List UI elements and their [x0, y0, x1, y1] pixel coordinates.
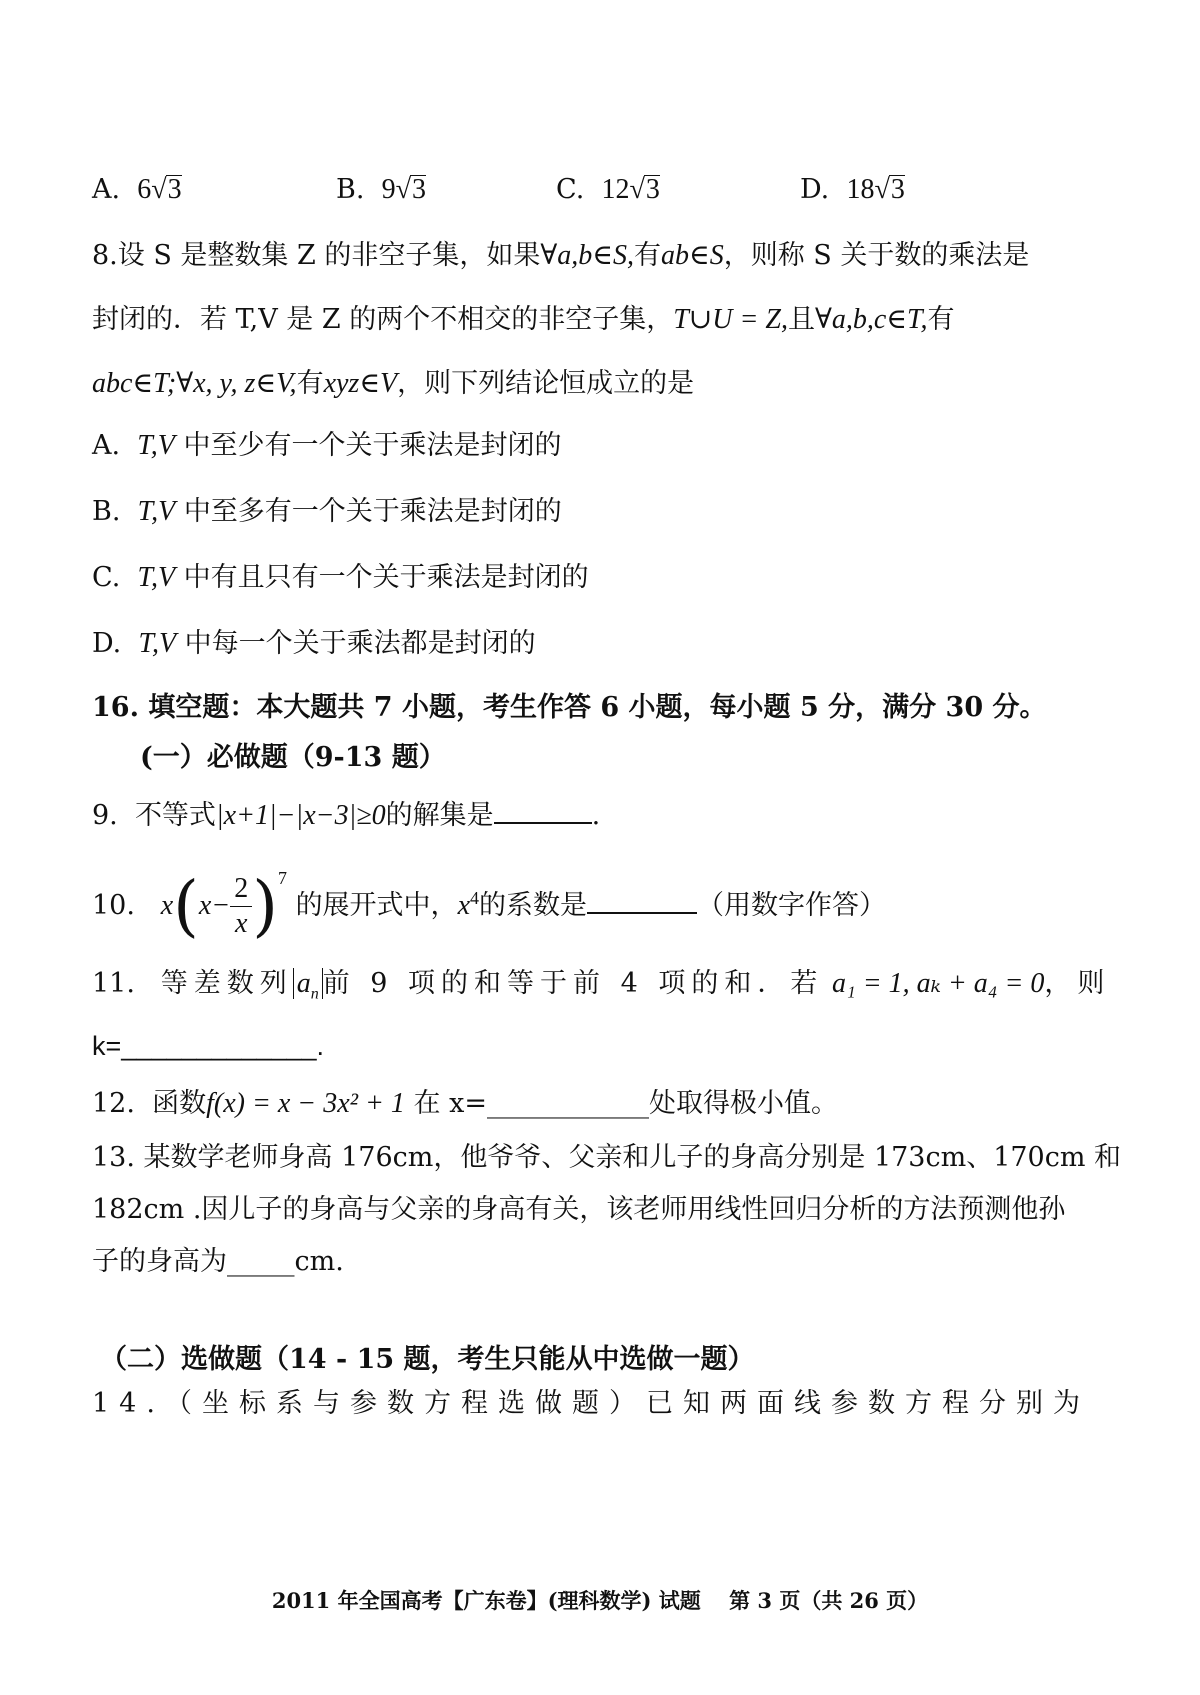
option-label: C.: [92, 562, 121, 593]
answer-blank[interactable]: _____________: [121, 1031, 317, 1061]
option-coef: 6: [137, 174, 152, 205]
option-label: C.: [556, 174, 585, 205]
option-label: D.: [800, 174, 830, 205]
option-sets: T,V: [138, 628, 177, 659]
q8-text: 有: [296, 368, 324, 399]
option-sets: T,V: [137, 430, 175, 461]
option-radicand: 3: [411, 174, 426, 205]
option-coef: 18: [846, 174, 875, 205]
q13-text: 子的身高为: [92, 1246, 227, 1277]
q12-function: f(x) = x − 3x² + 1: [206, 1088, 405, 1119]
q8-line-3: [92, 366, 694, 402]
q13-line-3: [92, 1244, 344, 1280]
q12-text: 处取得极小值。: [648, 1088, 838, 1119]
q8-math: ab∈S: [660, 240, 724, 271]
q11-line-2: [92, 1028, 324, 1064]
q12: [92, 1086, 838, 1122]
left-paren: (: [173, 867, 199, 945]
option-text: 中有且只有一个关于乘法是封闭的: [183, 562, 589, 593]
q13-line-1: 13. 某数学老师身高 176cm，他爷爷、父亲和儿子的身高分别是 173cm、170cm 和: [92, 1142, 1122, 1173]
fraction: [230, 872, 252, 941]
question-number: 12.: [92, 1088, 135, 1119]
option-sets: T,V: [137, 496, 176, 527]
question-number: 9.: [92, 800, 118, 831]
section-required-heading: (一）必做题（9-13 题）: [140, 742, 446, 773]
q11-line-1: [92, 966, 1110, 1013]
option-label: D.: [92, 628, 122, 659]
q8-math: ∀a,b∈S,: [540, 240, 634, 271]
q11-text: 等差数列: [160, 968, 293, 999]
q11-text: ，则: [1044, 968, 1111, 999]
option-coef: 12: [601, 174, 630, 205]
q8-text: 封闭的．若 T,V 是 Z 的两个不相交的非空子集，: [92, 304, 674, 335]
fraction-denominator: x: [235, 908, 248, 939]
question-number: 11.: [92, 968, 135, 999]
q10-factor: x: [160, 890, 174, 921]
sequence-subscript: n: [310, 985, 319, 1003]
option-label: B.: [336, 174, 365, 205]
q9-text: 的解集是: [385, 800, 494, 831]
q8-math: ∀a,b,c∈T,: [814, 304, 928, 335]
answer-blank[interactable]: [587, 886, 697, 914]
q11-period: .: [316, 1031, 325, 1061]
option-label: B.: [92, 496, 121, 527]
section-optional-heading: （二）选做题（14 - 15 题，考生只能从中选做一题）: [100, 1344, 755, 1375]
q8-math: abc∈T;∀x, y, z∈V,: [92, 368, 297, 399]
q9: [92, 796, 600, 834]
q8-text: 且: [787, 304, 815, 335]
q8-text: ，则称 S 关于数的乘法是: [723, 240, 1030, 271]
q10-text: （用数字作答）: [697, 890, 886, 921]
q9-text: 不等式: [134, 800, 216, 831]
q8-text: 有: [633, 240, 661, 271]
option-text: 中至多有一个关于乘法是封闭的: [183, 496, 562, 527]
q10-text: 的系数是: [479, 890, 587, 921]
page-footer: 2011 年全国高考【广东卷】(理科数学) 试题 第 3 页（共 26 页）: [271, 1588, 929, 1613]
right-paren: ): [252, 867, 278, 945]
q13-text: cm.: [294, 1246, 344, 1277]
sequence-symbol: a: [296, 968, 311, 999]
q10-inner: x−: [198, 890, 231, 921]
q11-text: 前 9 项的和等于前 4 项的和．若: [322, 968, 824, 999]
exponent: 7: [277, 868, 287, 888]
q8-line-2: [92, 302, 955, 338]
q8-text: 有: [927, 304, 955, 335]
q11-text: k=: [92, 1031, 122, 1061]
option-label: A.: [92, 430, 121, 461]
fraction-numerator: 2: [230, 872, 252, 907]
option-radicand: 3: [645, 174, 660, 205]
q8-math: T∪U = Z,: [673, 304, 788, 335]
q8-option-c: [92, 560, 589, 596]
q8-line-1: [92, 238, 1029, 274]
option-radicand: 3: [167, 174, 182, 205]
q8-option-d: [92, 626, 536, 662]
q7-option-d: D. 18√3: [800, 174, 905, 205]
q11-sequence: [293, 968, 323, 1003]
q10-term: x: [457, 890, 470, 921]
option-sets: T,V: [137, 562, 176, 593]
q8-option-a: [92, 428, 561, 464]
q9-period: .: [591, 800, 601, 831]
q8-text: ，则下列结论恒成立的是: [397, 368, 695, 399]
q11-condition: a₁ = 1, aₖ + a₄ = 0: [831, 968, 1045, 999]
question-number: 10.: [92, 890, 135, 921]
q7-option-a: A. 6√3: [92, 174, 182, 205]
answer-blank[interactable]: _____: [227, 1246, 295, 1277]
q7-option-b: B. 9√3: [336, 174, 426, 205]
answer-blank[interactable]: ____________: [486, 1088, 649, 1119]
option-text: 中至少有一个关于乘法是封闭的: [183, 430, 562, 461]
q12-text: 函数: [152, 1088, 207, 1119]
q12-text: 在 x=: [413, 1088, 487, 1119]
exponent: 4: [470, 888, 479, 908]
option-text: 中每一个关于乘法都是封闭的: [184, 628, 536, 659]
option-radicand: 3: [890, 174, 905, 205]
answer-blank[interactable]: [494, 796, 592, 824]
q9-inequality: |x+1|−|x−3|≥0: [215, 800, 386, 831]
q8-option-b: [92, 494, 562, 530]
section-16-heading: 16. 填空题：本大题共 7 小题，考生作答 6 小题，每小题 5 分，满分 30 分。: [92, 692, 1047, 723]
q7-option-c: C. 12√3: [556, 174, 660, 205]
q13-line-2: 182cm .因儿子的身高与父亲的身高有关，该老师用线性回归分析的方法预测他孙: [92, 1194, 1066, 1225]
q10: [92, 858, 886, 945]
q8-math: xyz∈V: [323, 368, 398, 399]
q8-text: 8.设 S 是整数集 Z 的非空子集，如果: [92, 240, 541, 271]
option-coef: 9: [381, 174, 396, 205]
q10-text: 的展开式中，: [295, 890, 458, 921]
option-label: A.: [92, 174, 121, 205]
q14-line-1: 14.（坐标系与参数方程选做题）已知两面线参数方程分别为: [92, 1388, 1090, 1419]
